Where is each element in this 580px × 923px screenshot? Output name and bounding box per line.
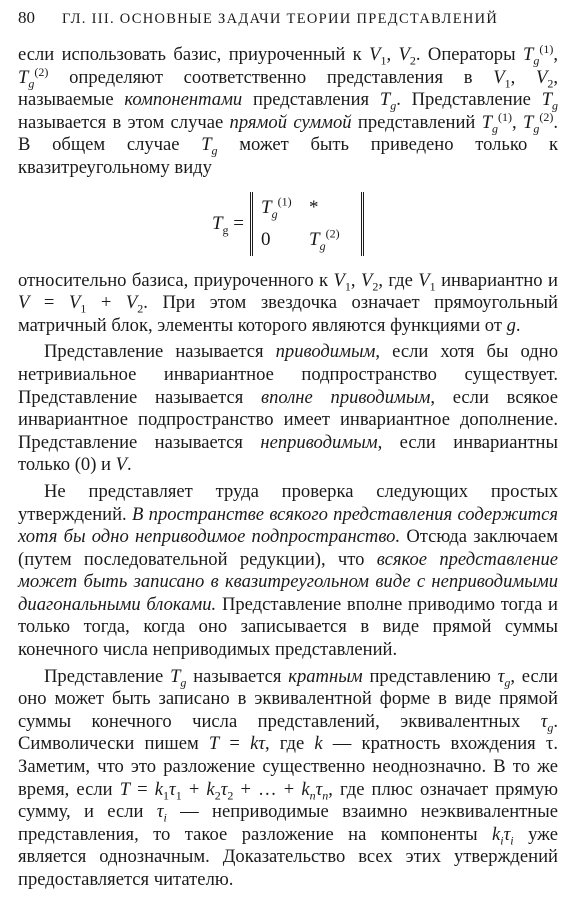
matrix-cell-12: * xyxy=(309,196,319,218)
paragraph-5: Представление $T_g$ называется кратным представлению $\tau_g$, если оно может быть записано в эквивалентной форме в виде прямой суммы конечного числа представлений, эквивалентных $\tau_g$. Символически пишем T = kτ, где k — кратность вхождения τ. Заметим, что это разложение существенно неоднозначно. В то же время, если $T = k_1\tau_1 + k_2\tau_2$ + … + $k_n\tau_n$, где плюс означает прямую сумму, и если $\tau_i$ — неприводимые взаимно неэквивалентные представления, то такое разложение на компоненты $k_i\tau_i$ уже является однозначным. Доказательство всех этих утверждений предоставляется читателю. xyxy=(18,665,559,890)
block-matrix xyxy=(250,192,364,256)
block-matrix-formula xyxy=(18,184,558,264)
matrix-cell-22: $T_g^{(2)}$ xyxy=(309,226,340,253)
paragraph-3: Представление называется приводимым, если хотя бы одно нетривиальное инвариантное подпространство существует. Представление называется вполне приводимым, если всякое инвариантное подпространство имеет инвариантное дополнение. Представление называется неприводимым, если инвариантны только (0) и V. xyxy=(18,341,558,476)
paragraph-2: относительно базиса, приуроченного к $V_1$, $V_2$, где $V_1$ инвариантно и $V = V_1 + V_2$. При этом звездочка означает прямоугольный матричный блок, элементы которого являются функциями от g. xyxy=(18,269,558,336)
page-number: 80 xyxy=(18,8,35,27)
running-head xyxy=(18,8,558,38)
formula-lhs: $T_g$ = xyxy=(211,212,245,237)
matrix-cell-21: 0 xyxy=(261,228,271,250)
paragraph-1: если использовать базис, приуроченный к $V_1$, $V_2$. Операторы $T_g^{(1)}$, $T_g^{(2)}$ определяют соответственно представления в $V_1$, $V_2$, называемые компонентами представления $T_g$. Представление $T_g$ называется в этом случае прямой суммой представлений $T_g^{(1)}$, $T_g^{(2)}$. В общем случае $T_g$ может быть приведено только к квазитреугольному виду xyxy=(18,41,559,178)
matrix-cell-11: $T_g^{(1)}$ xyxy=(261,194,292,221)
paragraph-4: Не представляет труда проверка следующих простых утверждений. В пространстве всякого представления содержится хотя бы одно неприводимое подпространство. Отсюда заключаем (путем последовательной редукции), что всякое представление может быть записано в квазитреугольном виде с неприводимыми диагональными блоками. Представление вполне приводимо тогда и только тогда, когда оно записывается в виде прямой суммы конечного числа неприводимых представлений. xyxy=(18,480,558,661)
running-title: ГЛ. III. ОСНОВНЫЕ ЗАДАЧИ ТЕОРИИ ПРЕДСТАВЛЕНИЙ xyxy=(62,11,499,27)
